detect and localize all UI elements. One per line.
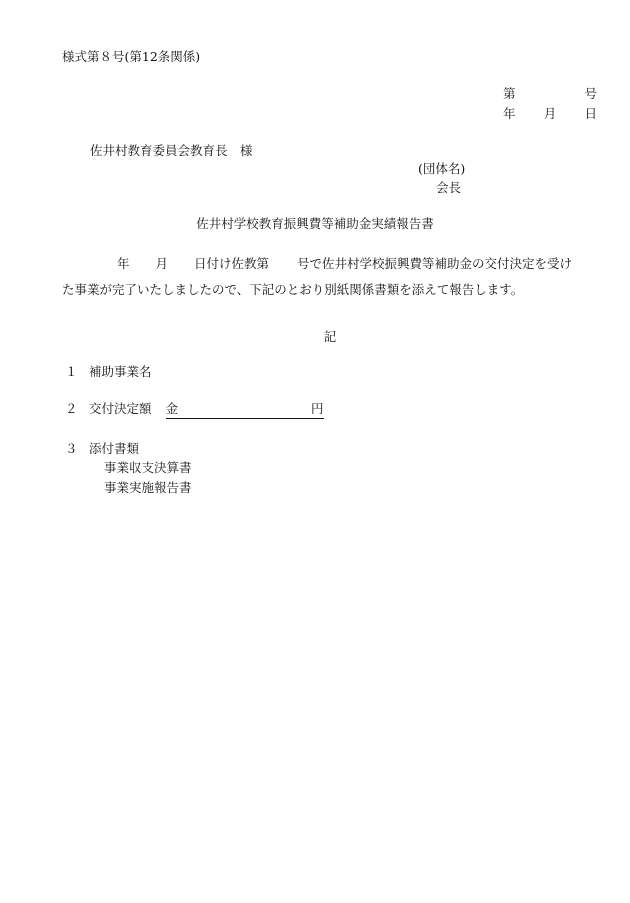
- amount-prefix: 金: [165, 401, 179, 416]
- attachment-item: 事業収支決算書: [104, 460, 192, 475]
- date-year: 年: [503, 106, 516, 121]
- date-row: [503, 106, 597, 122]
- body-year: 年: [117, 256, 130, 271]
- body-line-1: [62, 256, 572, 272]
- body-day-dated: 日付け佐教第: [194, 256, 270, 271]
- document-title: 佐井村学校教育振興費等補助金実績報告書: [196, 216, 434, 231]
- body-month: 月: [155, 256, 169, 271]
- item-label: 添付書類: [89, 441, 140, 456]
- organization-name: (団体名): [418, 161, 466, 176]
- number-prefix: 第: [503, 86, 516, 101]
- item-number: ３: [65, 441, 78, 456]
- number-suffix: 号: [584, 86, 597, 101]
- item-attachments: [65, 441, 139, 457]
- item-project-name: [65, 364, 152, 380]
- item-label: 補助事業名: [89, 364, 152, 379]
- body-line-2: た事業が完了いたしましたので、下記のとおり別紙関係書類を添えて報告します。: [62, 282, 524, 297]
- body-number-text: 号で佐井村学校振興費等補助金の交付決定を受け: [297, 256, 573, 271]
- item-number: １: [65, 364, 78, 379]
- amount-suffix: 円: [311, 401, 324, 416]
- organization-chair: 会長: [436, 180, 462, 195]
- addressee: 佐井村教育委員会教育長 様: [90, 143, 253, 158]
- item-label: 交付決定額: [89, 401, 152, 416]
- document-number-row: [503, 86, 597, 102]
- ki-heading: 記: [323, 329, 337, 344]
- date-month: 月: [543, 106, 557, 121]
- attachment-item: 事業実施報告書: [104, 480, 192, 495]
- item-number: ２: [65, 401, 78, 416]
- amount-field: [166, 401, 324, 419]
- date-block: [503, 86, 597, 122]
- item-grant-amount: [65, 401, 324, 419]
- form-reference: 様式第８号(第12条関係): [62, 49, 201, 64]
- date-day: 日: [584, 106, 597, 121]
